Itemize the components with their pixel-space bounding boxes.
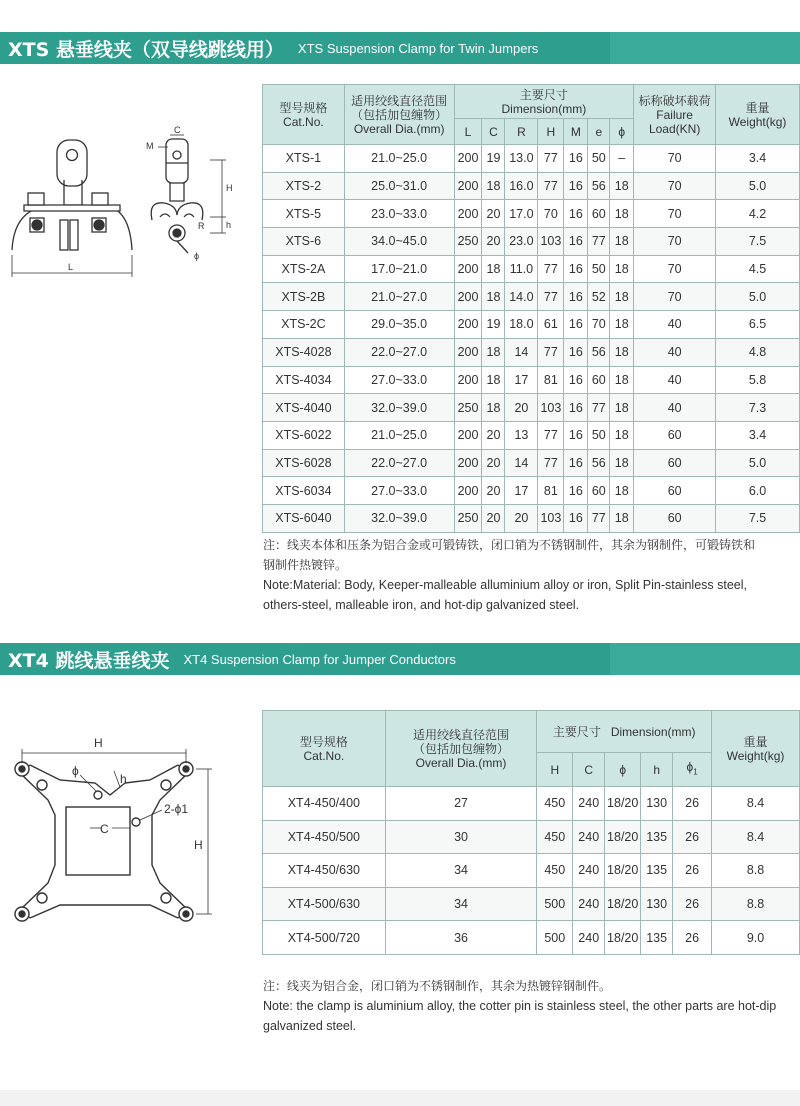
table-cell: 200 bbox=[454, 421, 482, 449]
table-cell: 7.5 bbox=[716, 504, 800, 532]
table-cell: 70 bbox=[634, 228, 716, 256]
subheader-c: C bbox=[573, 753, 605, 787]
section-title-en: XT4 Suspension Clamp for Jumper Conductors bbox=[183, 651, 456, 667]
table-cell: 18 bbox=[482, 283, 505, 311]
table-cell: 26 bbox=[673, 820, 712, 854]
table-cell: 18 bbox=[610, 228, 634, 256]
table-cell: 13 bbox=[505, 421, 538, 449]
table-cell: 77 bbox=[588, 394, 610, 422]
table-cell: 16 bbox=[564, 338, 588, 366]
table-cell: 21.0~25.0 bbox=[344, 145, 454, 173]
table-cell: 18 bbox=[610, 255, 634, 283]
table-cell: 21.0~25.0 bbox=[344, 421, 454, 449]
table-cell: 20 bbox=[482, 477, 505, 505]
table-cell: 17.0 bbox=[505, 200, 538, 228]
table-cell: 18/20 bbox=[605, 854, 641, 888]
label-phi: ϕ bbox=[194, 251, 200, 261]
table-row bbox=[263, 366, 800, 394]
table-cell: 70 bbox=[538, 200, 564, 228]
header-dim-en: Dimension(mm) bbox=[610, 724, 696, 739]
table-cell: 18 bbox=[482, 366, 505, 394]
table-cell: 16 bbox=[564, 283, 588, 311]
header-dim-en: Dimension(mm) bbox=[501, 101, 587, 116]
table-cell: 18.0 bbox=[505, 311, 538, 339]
table-cell: 16 bbox=[564, 366, 588, 394]
xt4-note bbox=[263, 976, 800, 1036]
table-cell: 20 bbox=[482, 504, 505, 532]
table-cell: 60 bbox=[588, 366, 610, 394]
table-cell: 103 bbox=[538, 228, 564, 256]
table-cell: XTS-1 bbox=[263, 145, 345, 173]
table-cell: 70 bbox=[634, 255, 716, 283]
table-row bbox=[263, 228, 800, 256]
table-cell: 70 bbox=[634, 145, 716, 173]
subheader-c: C bbox=[482, 119, 505, 145]
label-m: M bbox=[146, 141, 154, 151]
table-row bbox=[263, 504, 800, 532]
table-row bbox=[263, 145, 800, 173]
table-cell: 21.0~27.0 bbox=[344, 283, 454, 311]
table-cell: 3.4 bbox=[716, 421, 800, 449]
table-cell: 32.0~39.0 bbox=[344, 504, 454, 532]
table-cell: 77 bbox=[588, 504, 610, 532]
label-c: C bbox=[100, 822, 109, 836]
table-cell: 16 bbox=[564, 421, 588, 449]
table-cell: 17 bbox=[505, 477, 538, 505]
table-row bbox=[263, 200, 800, 228]
subheader-phi1-symbol: ϕ bbox=[686, 759, 694, 774]
header-weight-en: Weight(kg) bbox=[726, 748, 785, 763]
table-cell: 34 bbox=[385, 854, 537, 888]
table-cell: 27.0~33.0 bbox=[344, 366, 454, 394]
header-dim-cn: 主要尺寸 bbox=[552, 724, 601, 739]
table-cell: 20 bbox=[482, 200, 505, 228]
table-cell: 19 bbox=[482, 145, 505, 173]
table-cell: 18 bbox=[482, 338, 505, 366]
table-cell: 4.5 bbox=[716, 255, 800, 283]
table-cell: 250 bbox=[454, 394, 482, 422]
table-cell: 130 bbox=[641, 887, 673, 921]
table-cell: XTS-6028 bbox=[263, 449, 345, 477]
table-cell: 16 bbox=[564, 172, 588, 200]
table-cell: 8.4 bbox=[712, 787, 800, 821]
table-cell: 103 bbox=[538, 504, 564, 532]
table-row bbox=[263, 421, 800, 449]
table-cell: 240 bbox=[573, 887, 605, 921]
subheader-phi1 bbox=[673, 753, 712, 787]
table-cell: 18/20 bbox=[605, 787, 641, 821]
table-cell: 8.4 bbox=[712, 820, 800, 854]
table-cell: 240 bbox=[573, 921, 605, 955]
header-overall-dia bbox=[385, 711, 537, 787]
table-cell: 6.0 bbox=[716, 477, 800, 505]
table-cell: XTS-5 bbox=[263, 200, 345, 228]
header-failure-load bbox=[634, 85, 716, 145]
banner-accent bbox=[610, 643, 800, 675]
table-cell: 20 bbox=[482, 421, 505, 449]
subheader-r: R bbox=[505, 119, 538, 145]
table-cell: XTS-4034 bbox=[263, 366, 345, 394]
table-cell: 5.0 bbox=[716, 449, 800, 477]
table-cell: 18 bbox=[610, 366, 634, 394]
table-cell: 500 bbox=[537, 887, 573, 921]
table-cell: 26 bbox=[673, 921, 712, 955]
table-cell: 70 bbox=[588, 311, 610, 339]
table-cell: 60 bbox=[634, 421, 716, 449]
table-cell: XTS-2C bbox=[263, 311, 345, 339]
table-cell: 17 bbox=[505, 366, 538, 394]
page-footer-band bbox=[0, 1090, 800, 1106]
table-cell: 9.0 bbox=[712, 921, 800, 955]
table-cell: 60 bbox=[588, 200, 610, 228]
table-cell: 70 bbox=[634, 283, 716, 311]
table-cell: 6.5 bbox=[716, 311, 800, 339]
xt4-table-body bbox=[263, 787, 800, 955]
table-cell: 70 bbox=[634, 172, 716, 200]
note-cn-line1: 注：线夹本体和压条为铝合金或可锻铸铁，闭口销为不锈钢制件，其余为钢制件，可锻铸铁和 bbox=[263, 538, 756, 552]
table-cell: 22.0~27.0 bbox=[344, 449, 454, 477]
table-cell: 77 bbox=[538, 283, 564, 311]
section-header-xts bbox=[0, 32, 800, 64]
table-row bbox=[263, 338, 800, 366]
table-cell: 77 bbox=[538, 172, 564, 200]
note-en-line1: Note: the clamp is aluminium alloy, the cotter pin is stainless steel, the other parts are hot-dip bbox=[263, 999, 777, 1013]
table-cell: 22.0~27.0 bbox=[344, 338, 454, 366]
header-dia-cn1: 适用绞线直径范围 bbox=[413, 727, 510, 742]
table-cell: 50 bbox=[588, 421, 610, 449]
header-dia-en: Overall Dia.(mm) bbox=[415, 755, 507, 770]
header-weight-cn: 重量 bbox=[743, 734, 768, 749]
table-cell: 18 bbox=[610, 338, 634, 366]
header-weight-cn: 重量 bbox=[745, 100, 770, 115]
table-cell: XTS-6034 bbox=[263, 477, 345, 505]
table-cell: 200 bbox=[454, 255, 482, 283]
table-cell: 70 bbox=[634, 200, 716, 228]
table-row bbox=[263, 921, 800, 955]
table-cell: 40 bbox=[634, 366, 716, 394]
table-cell: 11.0 bbox=[505, 255, 538, 283]
table-cell: 7.3 bbox=[716, 394, 800, 422]
header-cat-en: Cat.No. bbox=[283, 114, 324, 129]
table-cell: 60 bbox=[634, 504, 716, 532]
table-cell: 25.0~31.0 bbox=[344, 172, 454, 200]
table-cell: 52 bbox=[588, 283, 610, 311]
header-dim-cn: 主要尺寸 bbox=[519, 87, 568, 102]
table-row bbox=[263, 854, 800, 888]
note-cn-line1: 注：线夹为铝合金，闭口销为不锈钢制作，其余为热镀锌钢制件。 bbox=[263, 979, 612, 993]
table-cell: 50 bbox=[588, 145, 610, 173]
table-cell: 18 bbox=[482, 255, 505, 283]
table-cell: 14.0 bbox=[505, 283, 538, 311]
table-cell: 250 bbox=[454, 504, 482, 532]
table-row bbox=[263, 394, 800, 422]
table-cell: 135 bbox=[641, 820, 673, 854]
table-cell: 200 bbox=[454, 449, 482, 477]
table-cell: XTS-6040 bbox=[263, 504, 345, 532]
table-cell: 3.4 bbox=[716, 145, 800, 173]
header-weight bbox=[716, 85, 800, 145]
label-h-top: H bbox=[94, 736, 103, 750]
table-cell: 16 bbox=[564, 200, 588, 228]
table-cell: 32.0~39.0 bbox=[344, 394, 454, 422]
table-cell: 18 bbox=[610, 394, 634, 422]
table-row bbox=[263, 283, 800, 311]
header-weight-en: Weight(kg) bbox=[728, 114, 787, 129]
header-load-en1: Failure bbox=[656, 107, 693, 122]
table-cell: 18/20 bbox=[605, 820, 641, 854]
table-cell: 18 bbox=[610, 421, 634, 449]
header-dia-en: Overall Dia.(mm) bbox=[353, 121, 445, 136]
table-cell: 8.8 bbox=[712, 887, 800, 921]
label-l: L bbox=[68, 262, 74, 272]
table-cell: 16 bbox=[564, 449, 588, 477]
subheader-phi: ϕ bbox=[610, 119, 634, 145]
section-title-cn: XTS 悬垂线夹（双导线跳线用） bbox=[8, 38, 284, 61]
header-dimension bbox=[454, 85, 634, 119]
table-cell: 19 bbox=[482, 311, 505, 339]
table-cell: 18/20 bbox=[605, 921, 641, 955]
table-cell: 81 bbox=[538, 366, 564, 394]
header-cat-cn: 型号规格 bbox=[299, 734, 348, 749]
table-cell: 23.0~33.0 bbox=[344, 200, 454, 228]
table-cell: 240 bbox=[573, 787, 605, 821]
table-cell: – bbox=[610, 145, 634, 173]
table-cell: 18 bbox=[482, 172, 505, 200]
table-cell: XTS-2B bbox=[263, 283, 345, 311]
table-row bbox=[263, 787, 800, 821]
table-cell: 200 bbox=[454, 311, 482, 339]
table-cell: 77 bbox=[538, 145, 564, 173]
xts-clamp-drawing bbox=[0, 125, 250, 285]
header-dimension bbox=[537, 711, 712, 753]
table-cell: 4.8 bbox=[716, 338, 800, 366]
header-cat-no bbox=[263, 85, 345, 145]
table-cell: 77 bbox=[538, 421, 564, 449]
table-cell: 200 bbox=[454, 366, 482, 394]
table-cell: 135 bbox=[641, 921, 673, 955]
table-cell: XTS-4028 bbox=[263, 338, 345, 366]
table-cell: 56 bbox=[588, 449, 610, 477]
table-cell: 5.0 bbox=[716, 172, 800, 200]
note-en-line1: Note:Material: Body, Keeper-malleable alluminium alloy or iron, Split Pin-stainless steel, bbox=[263, 578, 748, 592]
table-cell: 77 bbox=[538, 255, 564, 283]
table-cell: XT4-450/630 bbox=[263, 854, 386, 888]
table-cell: 36 bbox=[385, 921, 537, 955]
table-cell: 27 bbox=[385, 787, 537, 821]
subheader-h: H bbox=[537, 753, 573, 787]
table-cell: 103 bbox=[538, 394, 564, 422]
header-dia-cn2: （包括加包缠物） bbox=[413, 741, 510, 756]
table-row bbox=[263, 477, 800, 505]
table-cell: 17.0~21.0 bbox=[344, 255, 454, 283]
table-cell: 240 bbox=[573, 820, 605, 854]
table-cell: 7.5 bbox=[716, 228, 800, 256]
table-cell: 77 bbox=[588, 228, 610, 256]
xt4-spec-table bbox=[262, 710, 800, 955]
header-dia-cn2: （包括加包缠物） bbox=[351, 107, 448, 122]
table-cell: 20 bbox=[505, 504, 538, 532]
table-cell: 60 bbox=[588, 477, 610, 505]
subheader-l: L bbox=[454, 119, 482, 145]
table-row bbox=[263, 172, 800, 200]
table-cell: 14 bbox=[505, 338, 538, 366]
table-cell: 18 bbox=[610, 311, 634, 339]
banner-accent bbox=[610, 32, 800, 64]
header-overall-dia bbox=[344, 85, 454, 145]
label-2-phi1: 2-ϕ1 bbox=[164, 802, 189, 816]
table-row bbox=[263, 255, 800, 283]
table-cell: 450 bbox=[537, 820, 573, 854]
table-cell: 20 bbox=[505, 394, 538, 422]
table-row bbox=[263, 449, 800, 477]
table-cell: 26 bbox=[673, 887, 712, 921]
table-cell: 14 bbox=[505, 449, 538, 477]
table-cell: 250 bbox=[454, 228, 482, 256]
table-cell: XT4-500/720 bbox=[263, 921, 386, 955]
table-cell: 5.8 bbox=[716, 366, 800, 394]
table-cell: 16 bbox=[564, 504, 588, 532]
table-row bbox=[263, 820, 800, 854]
header-cat-en: Cat.No. bbox=[303, 748, 345, 763]
table-cell: 18 bbox=[610, 172, 634, 200]
table-cell: 16 bbox=[564, 255, 588, 283]
label-h-small: h bbox=[226, 220, 232, 230]
table-cell: 16 bbox=[564, 145, 588, 173]
table-cell: 450 bbox=[537, 787, 573, 821]
table-cell: 56 bbox=[588, 338, 610, 366]
subheader-phi: ϕ bbox=[605, 753, 641, 787]
table-cell: 60 bbox=[634, 477, 716, 505]
table-cell: 26 bbox=[673, 787, 712, 821]
table-cell: 450 bbox=[537, 854, 573, 888]
xts-spec-table bbox=[262, 84, 800, 533]
table-cell: 18 bbox=[610, 477, 634, 505]
header-load-cn: 标称破坏载荷 bbox=[638, 93, 711, 108]
table-cell: 18 bbox=[610, 449, 634, 477]
table-cell: 240 bbox=[573, 854, 605, 888]
table-cell: 200 bbox=[454, 172, 482, 200]
table-cell: 18 bbox=[610, 504, 634, 532]
label-r: R bbox=[198, 221, 205, 231]
table-cell: 40 bbox=[634, 338, 716, 366]
table-cell: 200 bbox=[454, 338, 482, 366]
table-cell: 18 bbox=[610, 283, 634, 311]
label-h-side: H bbox=[194, 838, 203, 852]
table-cell: 40 bbox=[634, 311, 716, 339]
table-cell: 18/20 bbox=[605, 887, 641, 921]
table-row bbox=[263, 311, 800, 339]
table-cell: 26 bbox=[673, 854, 712, 888]
header-weight bbox=[712, 711, 800, 787]
subheader-m: M bbox=[564, 119, 588, 145]
table-cell: 18 bbox=[482, 394, 505, 422]
table-cell: XTS-6022 bbox=[263, 421, 345, 449]
table-cell: 40 bbox=[634, 394, 716, 422]
table-cell: 200 bbox=[454, 477, 482, 505]
table-cell: 16.0 bbox=[505, 172, 538, 200]
table-cell: 23.0 bbox=[505, 228, 538, 256]
note-en-line2: others-steel, malleable iron, and hot-dip galvanized steel. bbox=[263, 598, 580, 612]
table-cell: 13.0 bbox=[505, 145, 538, 173]
table-cell: XTS-6 bbox=[263, 228, 345, 256]
subheader-h-small: h bbox=[641, 753, 673, 787]
table-cell: 20 bbox=[482, 449, 505, 477]
table-row bbox=[263, 887, 800, 921]
table-cell: 500 bbox=[537, 921, 573, 955]
table-cell: 56 bbox=[588, 172, 610, 200]
xts-note bbox=[263, 535, 800, 615]
note-cn-line2: 钢制件热镀锌。 bbox=[263, 558, 348, 572]
subheader-phi1-subscript: 1 bbox=[693, 767, 698, 777]
table-cell: XTS-2 bbox=[263, 172, 345, 200]
table-cell: XTS-2A bbox=[263, 255, 345, 283]
table-cell: 60 bbox=[634, 449, 716, 477]
xts-table-body bbox=[263, 145, 800, 533]
section-title-cn: XT4 跳线悬垂线夹 bbox=[8, 649, 170, 672]
table-cell: XT4-500/630 bbox=[263, 887, 386, 921]
table-cell: 30 bbox=[385, 820, 537, 854]
note-en-line2: galvanized steel. bbox=[263, 1019, 357, 1033]
table-cell: 8.8 bbox=[712, 854, 800, 888]
xt4-clamp-drawing bbox=[0, 725, 250, 945]
table-cell: 130 bbox=[641, 787, 673, 821]
table-cell: 200 bbox=[454, 145, 482, 173]
table-cell: 50 bbox=[588, 255, 610, 283]
header-dia-cn1: 适用绞线直径范围 bbox=[351, 93, 448, 108]
table-cell: 77 bbox=[538, 449, 564, 477]
table-cell: 16 bbox=[564, 228, 588, 256]
header-load-en2: Load(KN) bbox=[648, 121, 701, 136]
label-phi: ϕ bbox=[72, 764, 79, 778]
header-cat-no bbox=[263, 711, 386, 787]
table-cell: 135 bbox=[641, 854, 673, 888]
table-cell: 16 bbox=[564, 311, 588, 339]
table-cell: 77 bbox=[538, 338, 564, 366]
table-cell: XT4-450/400 bbox=[263, 787, 386, 821]
table-cell: 4.2 bbox=[716, 200, 800, 228]
table-cell: 18 bbox=[610, 200, 634, 228]
table-cell: 5.0 bbox=[716, 283, 800, 311]
table-cell: 200 bbox=[454, 283, 482, 311]
table-cell: 34 bbox=[385, 887, 537, 921]
table-cell: 34.0~45.0 bbox=[344, 228, 454, 256]
label-c: C bbox=[174, 125, 181, 135]
label-h: H bbox=[226, 183, 233, 193]
subheader-e: e bbox=[588, 119, 610, 145]
subheader-h: H bbox=[538, 119, 564, 145]
table-cell: 81 bbox=[538, 477, 564, 505]
header-cat-cn: 型号规格 bbox=[279, 100, 328, 115]
label-h-small: h bbox=[120, 772, 127, 786]
table-cell: 16 bbox=[564, 394, 588, 422]
section-header-xt4 bbox=[0, 643, 800, 675]
table-cell: 16 bbox=[564, 477, 588, 505]
table-cell: 20 bbox=[482, 228, 505, 256]
table-cell: 61 bbox=[538, 311, 564, 339]
table-cell: 200 bbox=[454, 200, 482, 228]
table-cell: XT4-450/500 bbox=[263, 820, 386, 854]
table-cell: 29.0~35.0 bbox=[344, 311, 454, 339]
table-cell: 27.0~33.0 bbox=[344, 477, 454, 505]
section-title-en: XTS Suspension Clamp for Twin Jumpers bbox=[297, 40, 539, 56]
table-cell: XTS-4040 bbox=[263, 394, 345, 422]
